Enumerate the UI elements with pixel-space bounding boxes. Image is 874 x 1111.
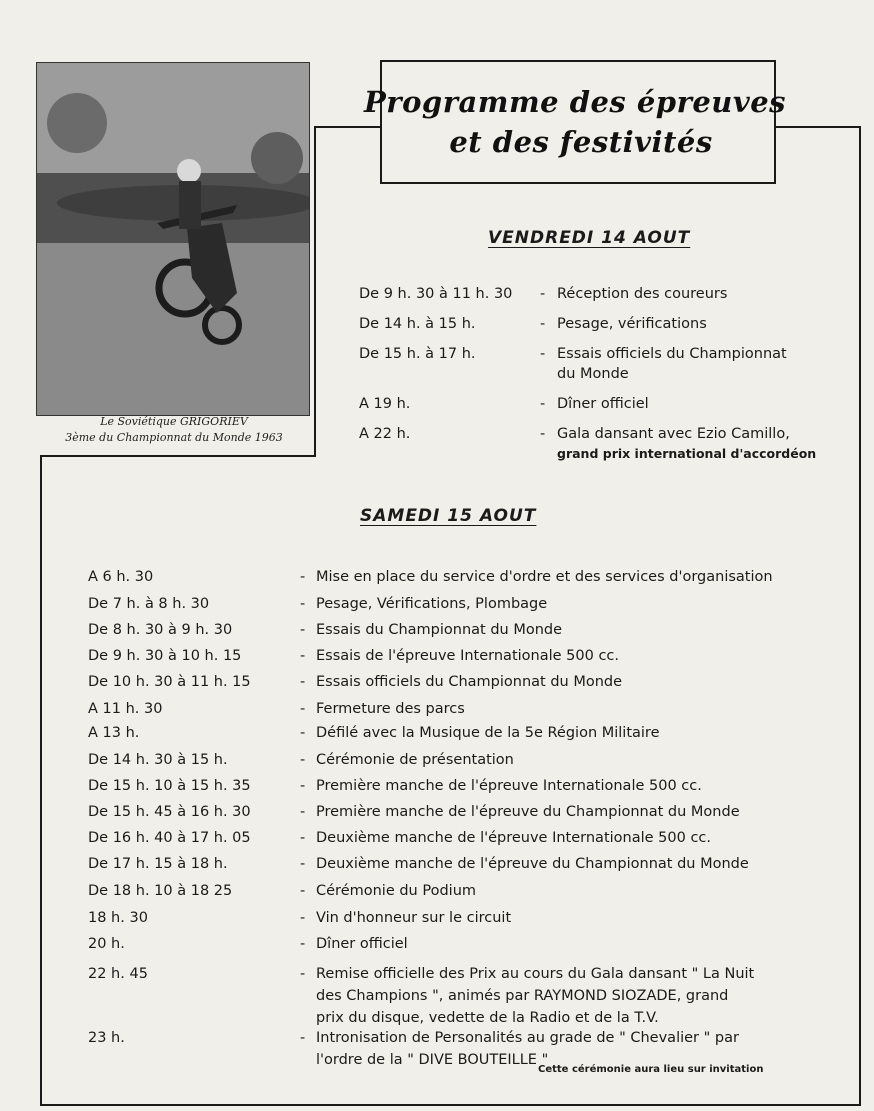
frame-left bbox=[40, 455, 42, 1106]
schedule-dash: - bbox=[300, 936, 306, 952]
schedule-event: Vin d'honneur sur le circuit bbox=[316, 910, 512, 926]
schedule-event: Cérémonie du Podium bbox=[316, 883, 477, 899]
schedule-event: Première manche de l'épreuve du Championnat du Monde bbox=[316, 804, 740, 820]
schedule-event: Défilé avec la Musique de la 5e Région Militaire bbox=[316, 725, 660, 741]
schedule-dash: - bbox=[300, 778, 306, 794]
schedule-time: 20 h. bbox=[88, 936, 125, 952]
schedule-event: Remise officielle des Prix au cours du Gala dansant " La Nuit bbox=[316, 966, 755, 982]
title-line-2: et des festivités bbox=[449, 125, 713, 159]
schedule-dash: - bbox=[300, 883, 306, 899]
schedule-dash: - bbox=[540, 316, 546, 332]
schedule-time: De 15 h. à 17 h. bbox=[359, 346, 476, 362]
schedule-dash: - bbox=[300, 804, 306, 820]
schedule-dash: - bbox=[300, 569, 306, 585]
schedule-time: De 10 h. 30 à 11 h. 15 bbox=[88, 674, 251, 690]
schedule-time: De 7 h. à 8 h. 30 bbox=[88, 596, 210, 612]
schedule-event: Essais officiels du Championnat du Monde bbox=[316, 674, 623, 690]
schedule-event: Première manche de l'épreuve Internationale 500 cc. bbox=[316, 778, 702, 794]
schedule-time: A 6 h. 30 bbox=[88, 569, 154, 585]
schedule-time: De 14 h. à 15 h. bbox=[359, 316, 476, 332]
schedule-event: Essais du Championnat du Monde bbox=[316, 622, 563, 638]
schedule-dash: - bbox=[540, 426, 546, 442]
frame-mid-left-vertical bbox=[314, 126, 316, 456]
schedule-dash: - bbox=[300, 830, 306, 846]
caption-line-2: 3ème du Championnat du Monde 1963 bbox=[65, 431, 283, 444]
schedule-event: Dîner officiel bbox=[316, 936, 408, 952]
schedule-time: De 17 h. 15 à 18 h. bbox=[88, 856, 228, 872]
schedule-event: Intronisation de Personalités au grade de " Chevalier " par bbox=[316, 1030, 739, 1046]
motocross-photo bbox=[36, 62, 310, 416]
schedule-time: 22 h. 45 bbox=[88, 966, 148, 982]
schedule-event: Pesage, vérifications bbox=[557, 316, 707, 332]
schedule-dash: - bbox=[540, 346, 546, 362]
schedule-time: A 22 h. bbox=[359, 426, 411, 442]
schedule-event: Gala dansant avec Ezio Camillo, bbox=[557, 426, 790, 442]
schedule-dash: - bbox=[300, 966, 306, 982]
schedule-time: A 19 h. bbox=[359, 396, 411, 412]
friday-heading: VENDREDI 14 AOUT bbox=[488, 228, 691, 248]
schedule-dash: - bbox=[300, 910, 306, 926]
schedule-event-continued: prix du disque, vedette de la Radio et de la T.V. bbox=[316, 1010, 659, 1026]
frame-right bbox=[859, 126, 861, 1106]
schedule-dash: - bbox=[300, 622, 306, 638]
caption-line-1: Le Soviétique GRIGORIEV bbox=[100, 415, 248, 428]
schedule-event: Essais de l'épreuve Internationale 500 cc. bbox=[316, 648, 619, 664]
schedule-event-continued: du Monde bbox=[557, 366, 629, 382]
frame-mid-horizontal bbox=[40, 455, 316, 457]
schedule-time: De 9 h. 30 à 11 h. 30 bbox=[359, 286, 513, 302]
schedule-event: Fermeture des parcs bbox=[316, 701, 465, 717]
schedule-time: De 9 h. 30 à 10 h. 15 bbox=[88, 648, 242, 664]
schedule-dash: - bbox=[300, 596, 306, 612]
schedule-event: Pesage, Vérifications, Plombage bbox=[316, 596, 548, 612]
schedule-dash: - bbox=[540, 396, 546, 412]
schedule-time: De 15 h. 45 à 16 h. 30 bbox=[88, 804, 251, 820]
photo-caption bbox=[40, 414, 308, 446]
schedule-event: Deuxième manche de l'épreuve Internationale 500 cc. bbox=[316, 830, 712, 846]
schedule-dash: - bbox=[300, 648, 306, 664]
schedule-event: Réception des coureurs bbox=[557, 286, 728, 302]
schedule-event: Essais officiels du Championnat bbox=[557, 346, 787, 362]
schedule-dash: - bbox=[540, 286, 546, 302]
schedule-dash: - bbox=[300, 674, 306, 690]
frame-bottom bbox=[40, 1104, 861, 1106]
schedule-dash: - bbox=[300, 856, 306, 872]
programme-title-box bbox=[364, 60, 787, 184]
schedule-time: De 14 h. 30 à 15 h. bbox=[88, 752, 228, 768]
schedule-event-continued: grand prix international d'accordéon bbox=[557, 446, 817, 461]
schedule-event: Mise en place du service d'ordre et des services d'organisation bbox=[316, 569, 773, 585]
title-line-1: Programme des épreuves bbox=[364, 85, 787, 119]
invitation-note: Cette cérémonie aura lieu sur invitation bbox=[538, 1064, 764, 1075]
schedule-event: Cérémonie de présentation bbox=[316, 752, 514, 768]
schedule-time: A 11 h. 30 bbox=[88, 701, 163, 717]
schedule-event-continued: l'ordre de la " DIVE BOUTEILLE " bbox=[316, 1052, 549, 1068]
schedule-time: 18 h. 30 bbox=[88, 910, 148, 926]
schedule-time: De 18 h. 10 à 18 25 bbox=[88, 883, 233, 899]
schedule-event: Deuxième manche de l'épreuve du Championnat du Monde bbox=[316, 856, 749, 872]
schedule-time: De 16 h. 40 à 17 h. 05 bbox=[88, 830, 251, 846]
schedule-dash: - bbox=[300, 752, 306, 768]
schedule-time: De 15 h. 10 à 15 h. 35 bbox=[88, 778, 251, 794]
schedule-event: Dîner officiel bbox=[557, 396, 649, 412]
schedule-time: 23 h. bbox=[88, 1030, 125, 1046]
schedule-time: De 8 h. 30 à 9 h. 30 bbox=[88, 622, 233, 638]
schedule-event-continued: des Champions ", animés par RAYMOND SIOZADE, grand bbox=[316, 988, 729, 1004]
schedule-time: A 13 h. bbox=[88, 725, 140, 741]
saturday-heading: SAMEDI 15 AOUT bbox=[360, 506, 537, 526]
schedule-dash: - bbox=[300, 1030, 306, 1046]
schedule-dash: - bbox=[300, 701, 306, 717]
schedule-dash: - bbox=[300, 725, 306, 741]
